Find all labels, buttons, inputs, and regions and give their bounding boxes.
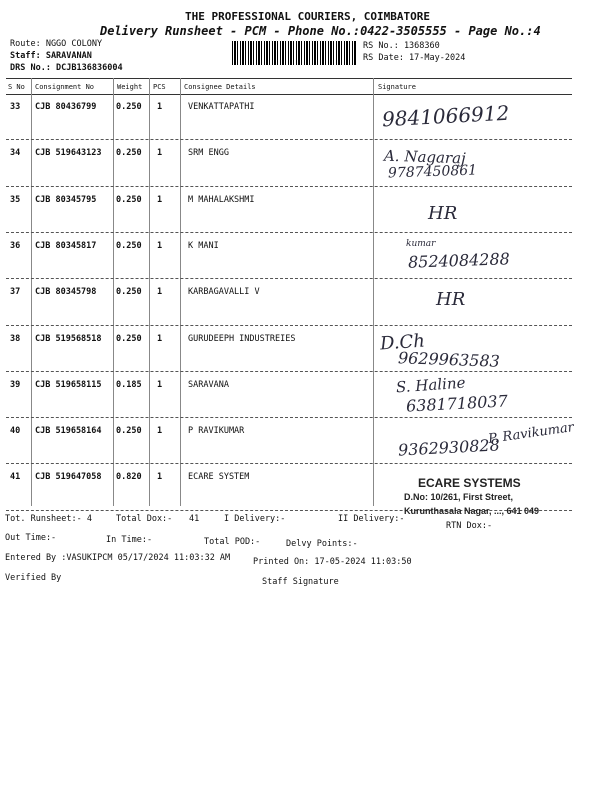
ii-delivery: II Delivery:-	[338, 514, 405, 524]
row-weight: 0.250	[116, 148, 142, 159]
row-consignee: KARBAGAVALLI V	[188, 287, 260, 298]
col-weight: Weight	[117, 83, 143, 91]
col-divider	[180, 78, 181, 506]
total-dox-label: Total Dox:-	[116, 514, 173, 524]
row-sno: 36	[10, 240, 21, 251]
row-signature-text: D.Ch	[379, 329, 426, 355]
row-signature-text: HR	[436, 289, 466, 311]
col-consignee: Consignee Details	[184, 83, 256, 91]
row-consignee: P RAVIKUMAR	[188, 426, 245, 437]
header-bottom-line	[6, 94, 572, 95]
row-separator	[6, 463, 572, 464]
row-signature-text: 9362930828	[397, 435, 501, 460]
entered-by: Entered By :VASUKIPCM 05/17/2024 11:03:32 AM	[5, 553, 231, 563]
row-consignment-no: CJB 519647058	[35, 472, 102, 483]
row-pcs: 1	[157, 426, 163, 437]
row-consignment-no: CJB 519658115	[35, 379, 102, 390]
header-top-line	[6, 78, 572, 79]
runsheet-title: Delivery Runsheet - PCM - Phone No.:0422-3505555 - Page No.:4	[100, 24, 541, 38]
rs-no: RS No.: 1368360	[363, 41, 440, 51]
col-divider	[113, 78, 114, 506]
total-dox-value: 41	[189, 514, 200, 524]
rs-date: RS Date: 17-May-2024	[363, 53, 466, 63]
row-consignee: K MANI	[188, 240, 219, 251]
row-sno: 38	[10, 333, 21, 344]
row-pcs: 1	[157, 240, 163, 251]
row-pcs: 1	[157, 287, 163, 298]
row-weight: 0.820	[116, 472, 142, 483]
row-signature-text: HR	[428, 202, 458, 224]
row-pcs: 1	[157, 333, 163, 344]
row-separator	[6, 278, 572, 279]
row-pcs: 1	[157, 379, 163, 390]
row-sno: 34	[10, 148, 21, 159]
rtn-dox: RTN Dox:-	[446, 521, 493, 531]
row-signature-text: P. Ravikumar	[487, 420, 575, 448]
row-consignment-no: CJB 80345795	[35, 194, 97, 205]
col-divider	[149, 78, 150, 506]
row-signature-text: A. Nagaraj	[383, 146, 467, 168]
row-signature-text: 6381718037	[405, 391, 509, 416]
col-sno: S No	[8, 83, 25, 91]
total-pod: Total POD:-	[204, 537, 261, 547]
col-signature: Signature	[378, 83, 416, 91]
row-weight: 0.250	[116, 240, 142, 251]
row-pcs: 1	[157, 194, 163, 205]
row-weight: 0.250	[116, 102, 142, 112]
row-weight: 0.185	[116, 379, 142, 390]
staff-label: Staff: SARAVANAN	[10, 51, 92, 61]
row-consignment-no: CJB 519643123	[35, 148, 102, 159]
row-signature-text: kumar	[406, 238, 436, 249]
row-consignee: GURUDEEPH INDUSTREIES	[188, 333, 296, 344]
delvy-points: Delvy Points:-	[286, 539, 358, 549]
row-weight: 0.250	[116, 194, 142, 205]
row-signature-text: 9629963583	[397, 347, 501, 371]
col-consignment: Consignment No	[35, 83, 95, 91]
row-sno: 40	[10, 426, 21, 437]
in-time: In Time:-	[106, 535, 153, 545]
row-pcs: 1	[157, 102, 163, 112]
drs-label: DRS No.: DCJB136836004	[10, 63, 123, 73]
row-sno: 41	[10, 472, 21, 483]
row-sno: 35	[10, 194, 21, 205]
row-weight: 0.250	[116, 287, 142, 298]
row-weight: 0.250	[116, 426, 142, 437]
row-pcs: 1	[157, 472, 163, 483]
col-divider	[373, 78, 374, 506]
row-consignee: SARAVANA	[188, 379, 229, 390]
row-signature-text: 9841066912	[381, 100, 510, 132]
row-separator	[6, 186, 572, 187]
row-consignee: VENKATTAPATHI	[188, 102, 255, 112]
row-separator	[6, 232, 572, 233]
row-sno: 37	[10, 287, 21, 298]
row-separator	[6, 325, 572, 326]
out-time: Out Time:-	[5, 533, 57, 543]
printed-on: Printed On: 17-05-2024 11:03:50	[253, 557, 412, 567]
row-separator	[6, 371, 572, 372]
row-consignment-no: CJB 80436799	[35, 102, 97, 112]
row-consignee: M MAHALAKSHMI	[188, 194, 255, 205]
row-consignment-no: CJB 519568518	[35, 333, 102, 344]
row-weight: 0.250	[116, 333, 142, 344]
verified-by: Verified By	[5, 573, 62, 583]
stamp-line1: D.No: 10/261, First Street,	[404, 492, 514, 502]
route-label: Route: NGGO COLONY	[10, 39, 103, 49]
row-consignee: SRM ENGG	[188, 148, 229, 159]
row-sno: 39	[10, 379, 21, 390]
barcode	[232, 41, 357, 65]
row-consignment-no: CJB 80345817	[35, 240, 97, 251]
row-signature-text: S. Haline	[395, 373, 466, 397]
col-pcs: PCS	[153, 83, 166, 91]
stamp-line2: Kurunthasala Nagar, ..., 641 049	[404, 506, 540, 516]
row-consignment-no: CJB 80345798	[35, 287, 97, 298]
company-title: THE PROFESSIONAL COURIERS, COIMBATORE	[185, 10, 431, 23]
row-signature-text: 8524084288	[407, 249, 511, 272]
row-signature-text: 9787450861	[387, 162, 478, 182]
row-separator	[6, 139, 572, 140]
tot-runsheet: Tot. Runsheet:- 4	[5, 514, 92, 524]
i-delivery: I Delivery:-	[224, 514, 286, 524]
row-consignee: ECARE SYSTEM	[188, 472, 250, 483]
row-consignment-no: CJB 519658164	[35, 426, 102, 437]
col-divider	[31, 78, 32, 506]
staff-signature: Staff Signature	[262, 577, 339, 587]
row-separator	[6, 417, 572, 418]
stamp-name: ECARE SYSTEMS	[418, 476, 521, 490]
row-sno: 33	[10, 102, 21, 112]
row-pcs: 1	[157, 148, 163, 159]
